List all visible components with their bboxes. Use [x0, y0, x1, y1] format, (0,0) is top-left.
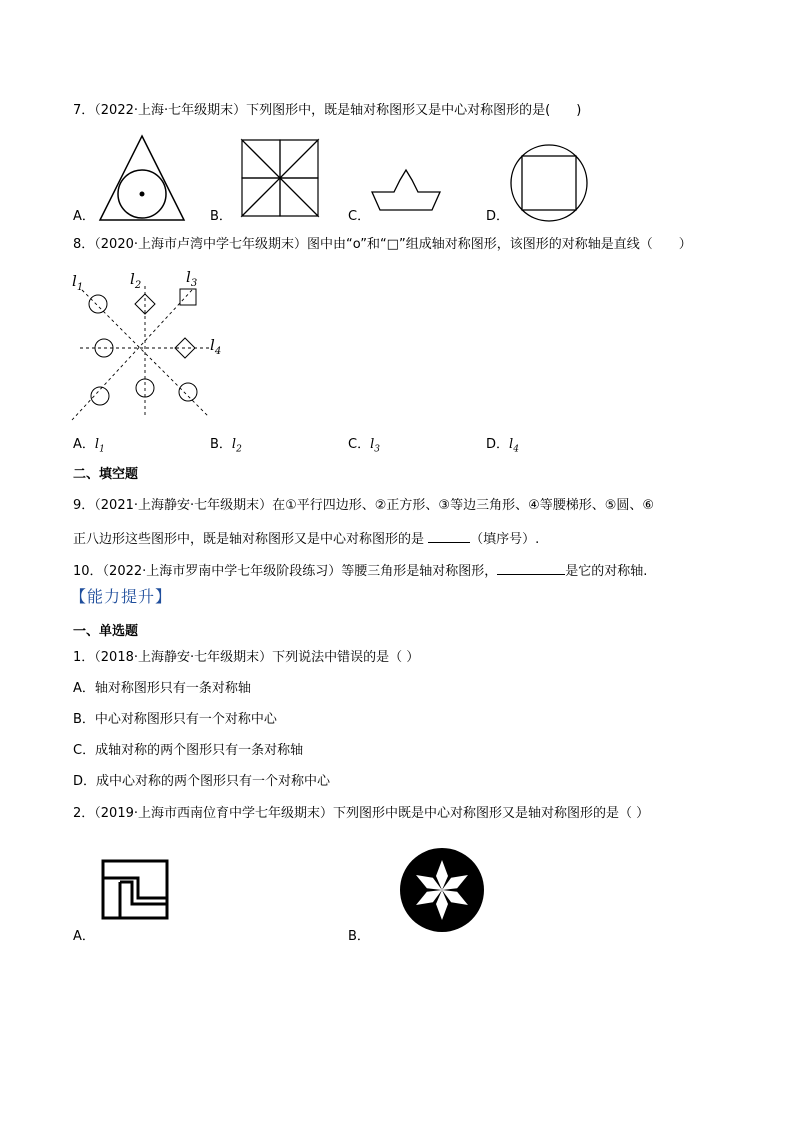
p1-option-d: D．成中心对称的两个图形只有一个对称中心 — [73, 774, 331, 789]
q7-text: 7．（2022·上海·七年级期末）下列图形中，既是轴对称图形又是中心对称图形的是( ) — [73, 103, 582, 118]
q7-figure-d — [508, 142, 590, 224]
p1-option-a: A．轴对称图形只有一条对称轴 — [73, 681, 251, 696]
q7-figure-c — [370, 168, 442, 214]
q9-answer-blank[interactable] — [428, 530, 470, 543]
p2-option-a: A． — [73, 929, 95, 944]
p1-text: 1．（2018·上海静安·七年级期末）下列说法中错误的是（ ） — [73, 650, 420, 665]
p2-figure-a — [100, 858, 170, 922]
p1-option-b: B．中心对称图形只有一个对称中心 — [73, 712, 277, 727]
q7-figure-b — [240, 138, 320, 218]
q8-label-l3: $l_3$ — [186, 268, 198, 289]
q10-answer-blank[interactable] — [497, 562, 565, 575]
section-fill-blank: 二、填空题 — [73, 467, 139, 482]
q8-text: 8．（2020·上海市卢湾中学七年级期末）图中由“o”和“□”组成轴对称图形，该图形的对称轴是直线（ ） — [73, 237, 692, 252]
q7-option-d: D． — [486, 209, 510, 224]
q9-line1: 9．（2021·上海静安·七年级期末）在①平行四边形、②正方形、③等边三角形、④等腰梯形、⑤圆、⑥ — [73, 498, 655, 513]
q8-option-a: A．$l_1$ — [73, 437, 105, 455]
q7-option-c: C． — [348, 209, 371, 224]
p2-option-b: B． — [348, 929, 370, 944]
q8-label-l4: $l_4$ — [210, 336, 222, 357]
q8-option-b: B．$l_2$ — [210, 437, 242, 455]
q8-option-d: D．$l_4$ — [486, 437, 519, 455]
q7-option-a: A． — [73, 209, 95, 224]
q7-figure-a — [96, 132, 188, 224]
p1-option-c: C．成轴对称的两个图形只有一条对称轴 — [73, 743, 304, 758]
p2-text: 2．（2019·上海市西南位育中学七年级期末）下列图形中既是中心对称图形又是轴对称图形的是（ ） — [73, 806, 650, 821]
q10-text: 10．（2022·上海市罗南中学七年级阶段练习）等腰三角形是轴对称图形， 是它的对称轴. — [73, 564, 648, 579]
p2-figure-b — [398, 846, 486, 934]
q8-label-l2: $l_2$ — [130, 270, 142, 291]
q8-figure — [68, 266, 230, 424]
q8-option-c: C．$l_3$ — [348, 437, 380, 455]
q7-option-b: B． — [210, 209, 232, 224]
section-single-choice: 一、单选题 — [73, 624, 139, 639]
section-heading-ability: 【能力提升】 — [70, 587, 173, 606]
q9-line2: 正八边形这些图形中，既是轴对称图形又是中心对称图形的是 （填序号）. — [73, 532, 540, 547]
q8-label-l1: $l_1$ — [72, 272, 84, 293]
